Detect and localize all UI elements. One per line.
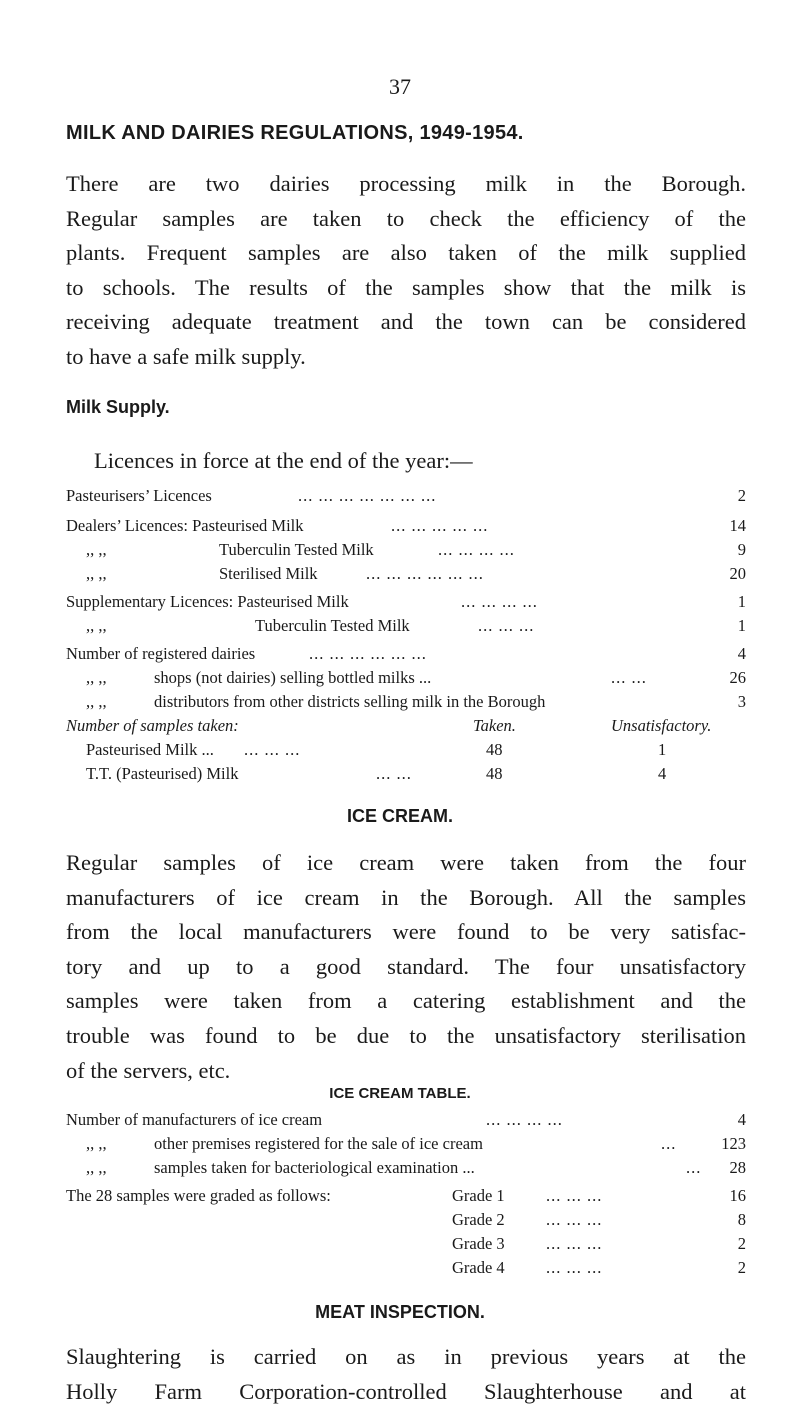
grade-value: 8 [737, 1210, 746, 1229]
milk-supply-heading: Milk Supply. [66, 397, 170, 417]
col-taken: Taken. [473, 716, 516, 735]
ice-row-samples [66, 1158, 746, 1180]
paragraph-line: There are two dairies processing milk in the Borough. [66, 171, 746, 196]
paragraph-line: to have a safe milk supply. [66, 343, 306, 369]
paragraph-line: Regular samples of ice cream were taken from the four [66, 850, 746, 875]
licence-value: 9 [737, 540, 746, 559]
registered-row-shops [66, 668, 746, 690]
licence-row-dealers-tt [66, 540, 746, 562]
licence-row-dealers-sterilised [66, 564, 746, 586]
registered-label: distributors from other districts selling milk in the Borough [154, 692, 546, 711]
licence-value: 20 [729, 564, 746, 583]
graded-intro: The 28 samples were graded as follows: [66, 1186, 331, 1205]
licences-intro: Licences in force at the end of the year:— [94, 448, 473, 473]
grade-row-1 [66, 1186, 746, 1208]
page-number: 37 [389, 74, 411, 99]
sample-label: T.T. (Pasteurised) Milk [86, 764, 239, 783]
ditto-marks: ,, ,, [86, 692, 107, 711]
grade-value: 2 [737, 1258, 746, 1277]
meat-paragraph [66, 1340, 746, 1409]
leader-dots: ... ... ... [546, 1258, 603, 1277]
grade-row-2 [66, 1210, 746, 1232]
grade-row-3 [66, 1234, 746, 1256]
ice-label: samples taken for bacteriological examination ... [154, 1158, 475, 1177]
col-unsatisfactory: Unsatisfactory. [611, 716, 712, 735]
licence-row-pasteurisers [66, 486, 746, 508]
leader-dots: ... [661, 1134, 677, 1153]
ice-value: 123 [721, 1134, 746, 1153]
leader-dots: ... ... ... ... [486, 1110, 563, 1129]
ice-value: 4 [737, 1110, 746, 1129]
leader-dots: ... ... ... [546, 1186, 603, 1205]
ice-cream-heading: ICE CREAM. [346, 806, 453, 826]
leader-dots: ... ... ... ... ... [391, 516, 489, 535]
leader-dots: ... ... ... ... ... ... ... [298, 486, 437, 505]
leader-dots: ... ... ... ... [438, 540, 515, 559]
paragraph-line: tory and up to a good standard. The four unsatisfactory [66, 953, 746, 979]
samples-row-tt [66, 764, 746, 786]
paragraph-line: trouble was found to be due to the unsatisfactory sterilisation [66, 1022, 746, 1048]
ice-row-other-premises [66, 1134, 746, 1156]
paragraph-line: receiving adequate treatment and the town can be considered [66, 309, 746, 335]
leader-dots: ... [686, 1158, 702, 1177]
sample-taken: 48 [486, 740, 503, 759]
grade-label: Grade 4 [452, 1258, 505, 1277]
registered-value: 3 [737, 692, 746, 711]
leader-dots: ... ... ... ... ... ... [309, 644, 427, 663]
ditto-marks: ,, ,, [86, 564, 107, 583]
registered-label: Number of registered dairies [66, 644, 256, 663]
paragraph-line: Regular samples are taken to check the efficiency of the [66, 205, 746, 231]
leader-dots: ... ... ... ... ... ... [366, 564, 484, 583]
grade-label: Grade 2 [452, 1210, 505, 1229]
ditto-marks: ,, ,, [86, 1158, 107, 1177]
licence-value: 1 [737, 616, 746, 635]
licence-value: 1 [737, 592, 746, 611]
ice-label: Number of manufacturers of ice cream [66, 1110, 323, 1129]
leader-dots: ... ... ... [546, 1234, 603, 1253]
licence-label: Pasteurisers’ Licences [66, 486, 212, 505]
registered-label: shops (not dairies) selling bottled milks ... [154, 668, 432, 687]
licence-value: 14 [729, 516, 746, 535]
ice-cream-table-heading: ICE CREAM TABLE. [329, 1085, 471, 1102]
leader-dots: ... ... ... [244, 740, 301, 759]
leader-dots: ... ... [611, 668, 647, 687]
licence-label: Sterilised Milk [219, 564, 318, 583]
paragraph-line: to schools. The results of the samples show that the milk is [66, 274, 746, 300]
samples-row-pasteurised [66, 740, 746, 762]
samples-header-row [66, 716, 746, 738]
sample-taken: 48 [486, 764, 503, 783]
leader-dots: ... ... ... [546, 1210, 603, 1229]
registered-row-distributors [66, 692, 746, 714]
grade-row-4 [66, 1258, 746, 1280]
licence-label: Supplementary Licences: Pasteurised Milk [66, 592, 349, 611]
licence-row-dealers-pasteurised [66, 516, 746, 538]
licence-label: Dealers’ Licences: Pasteurised Milk [66, 516, 304, 535]
ice-label: other premises registered for the sale of ice cream [154, 1134, 483, 1153]
leader-dots: ... ... ... [478, 616, 535, 635]
licence-row-supp-pasteurised [66, 592, 746, 614]
ice-value: 28 [729, 1158, 746, 1177]
licence-label: Tuberculin Tested Milk [255, 616, 410, 635]
paragraph-line: of the servers, etc. [66, 1057, 231, 1083]
ice-row-manufacturers [66, 1110, 746, 1132]
ice-cream-paragraph [66, 846, 746, 1088]
meat-inspection-heading: MEAT INSPECTION. [315, 1302, 485, 1322]
leader-dots: ... ... ... ... [461, 592, 538, 611]
licence-label: Tuberculin Tested Milk [219, 540, 374, 559]
milk-paragraph [66, 167, 746, 375]
sample-label: Pasteurised Milk ... [86, 740, 214, 759]
paragraph-line: from the local manufacturers were found to be very satisfac- [66, 919, 746, 945]
grade-label: Grade 3 [452, 1234, 505, 1253]
ditto-marks: ,, ,, [86, 540, 107, 559]
grade-value: 16 [729, 1186, 746, 1205]
paragraph-line: plants. Frequent samples are also taken of the milk supplied [66, 240, 746, 266]
licence-value: 2 [737, 486, 746, 505]
licence-row-supp-tt [66, 616, 746, 638]
leader-dots: ... ... [376, 764, 412, 783]
ditto-marks: ,, ,, [86, 1134, 107, 1153]
paragraph-line: manufacturers of ice cream in the Borough. All the samples [66, 884, 746, 910]
paragraph-line: Holly Farm Corporation-controlled Slaughterhouse and at [66, 1378, 746, 1404]
grade-label: Grade 1 [452, 1186, 505, 1205]
sample-unsatisfactory: 1 [658, 740, 667, 759]
sample-unsatisfactory: 4 [658, 764, 667, 783]
milk-dairies-heading: MILK AND DAIRIES REGULATIONS, 1949-1954. [66, 122, 524, 144]
grade-value: 2 [737, 1234, 746, 1253]
ditto-marks: ,, ,, [86, 616, 107, 635]
registered-value: 26 [729, 668, 746, 687]
registered-row-dairies [66, 644, 746, 666]
paragraph-line: Slaughtering is carried on as in previous years at the [66, 1344, 746, 1369]
ditto-marks: ,, ,, [86, 668, 107, 687]
paragraph-line: samples were taken from a catering establishment and the [66, 988, 746, 1014]
samples-heading: Number of samples taken: [66, 716, 239, 735]
registered-value: 4 [737, 644, 746, 663]
